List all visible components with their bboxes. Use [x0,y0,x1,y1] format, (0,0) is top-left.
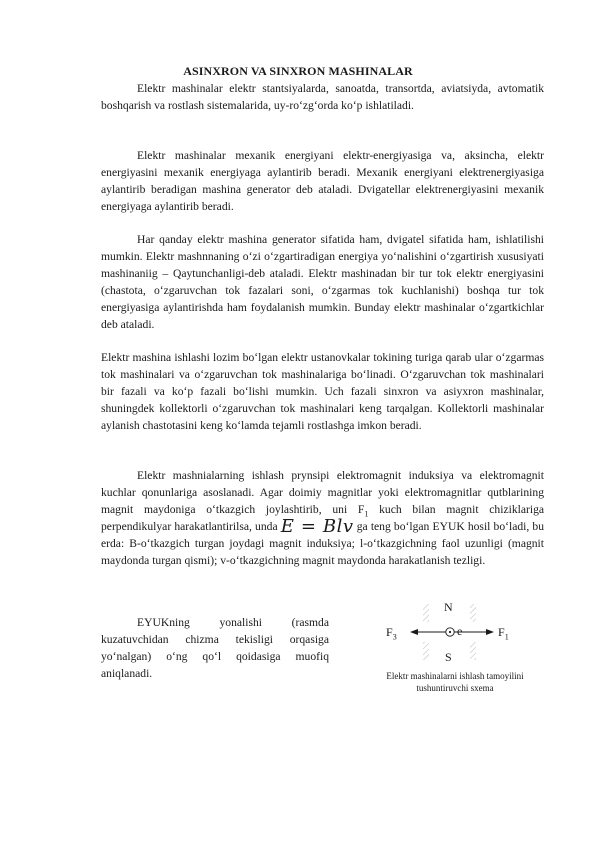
diagram-caption: Elektr mashinalarni ishlash tamoyilini tushuntiruvchi sxema [386,671,524,693]
paragraph-1: Elektr mashinalar elektr stantsiyalarda, sanoatda, transortda, aviatsiyda, avtomatik boshqarish va rostlash sistemalarida, uy-ro‘zg‘orda ko‘p ishlatiladi. [101,82,544,112]
paragraph-5-part-c: ga teng bo‘lgan EYUK hosil bo‘ladi, bu erda: B-o‘tkazgich turgan joydagi magnit induksiya; l-o‘tkazgichning faol uzunligi (magnit maydonda turgan qismi); v-o‘tkazgichning magnit maydonda harakatlanish tezligi. [101,520,545,567]
label-f3 [386,625,397,640]
label-north: N [444,600,453,614]
paragraph-5-subscript: 1 [364,509,369,519]
south-pole-hatch-left [423,642,429,660]
label-emf: e [457,624,463,638]
emf-formula: E = Blv [280,516,354,537]
force-arrow-left [410,629,418,635]
paragraph-2: Elektr mashinalar mexanik energiyani elektr-energiyasiga va, aksincha, elektr energiyasini mexanik energiyaga aylantirib beradi. Mexanik energiyani elektrenergiyasiga aylantirib beradigan mashina generator deb ataladi. Dvigatellar elektrenergiyasini mexanik energiyaga aylantirib beradi. [101,149,544,213]
label-f1 [498,625,509,640]
label-f1-main: F [498,625,505,639]
label-f3-main: F [386,625,393,639]
paragraph-5 [101,467,544,569]
north-pole-hatch-left [423,604,429,622]
label-south: S [445,650,452,664]
label-f1-sub: 1 [504,632,509,642]
north-pole-hatch-right [470,604,476,622]
conductor-dot [449,631,451,633]
paragraph-5-part-a: Elektr mashnialarning ishlash prynsipi elektromagnit induksiya va elektromagnit kuchlar qonunlariga asoslanadi. Agar doimiy magnitlar yoki elektromagnitlar qutblarining magnit maydoniga o‘tkazgich joylashtirib, uni F [101,469,544,516]
paragraph-6: EYUKning yonalishi (rasmda kuzatuvchidan chizma tekisligi orqasiga yo‘nalgan) o‘ng qo‘l qoidasiga muofiq aniqlanadi. [101,616,329,680]
south-pole-hatch-right [470,642,476,660]
page-title: ASINXRON VA SINXRON MASHINALAR [183,64,413,78]
principle-diagram [370,600,540,710]
force-arrow-right [486,629,494,635]
paragraph-5-part-b: kuch bilan magnit chiziklariga perpendikulyar harakatlantirilsa, unda [101,503,545,533]
label-f3-sub: 3 [392,632,397,642]
paragraph-3: Har qanday elektr mashina generator sifatida ham, dvigatel sifatida ham, ishlatilishi mumkin. Elektr mashnnaning o‘zi o‘zgartiradigan energiya yo‘nalishini o‘zgartirish xususiyati mashinaniig – Qaytunchanligi-deb ataladi. Elektr mashinadan bir tur tok elektr energiyasini (chastota, o‘zgaruvchan tok fazalari soni, o‘zgarmas tok kuchlanishi) boshqa tur tok energiyasiga aylantirishda ham foydalanish mumkin. Bunday elektr mashinalar o‘zgartkichlar deb ataladi. [101,233,544,331]
paragraph-4: Elektr mashina ishlashi lozim bo‘lgan elektr ustanovkalar tokining turiga qarab ular o‘zgarmas tok mashinalari va o‘zgaruvchan tok mashinalariga bo‘linadi. O‘zgaruvchan tok mashinalari bir fazali va ko‘p fazali bo‘lishi mumkin. Uch fazali sinxron va asiyxron mashinalar, shuningdek kollektorli o‘zgaruvchan tok mashinalari keng tarqalgan. Kollektorli mashinalar aylanish chastotasini keng ko‘lamda tejamli rostlashga imkon beradi. [101,351,544,432]
